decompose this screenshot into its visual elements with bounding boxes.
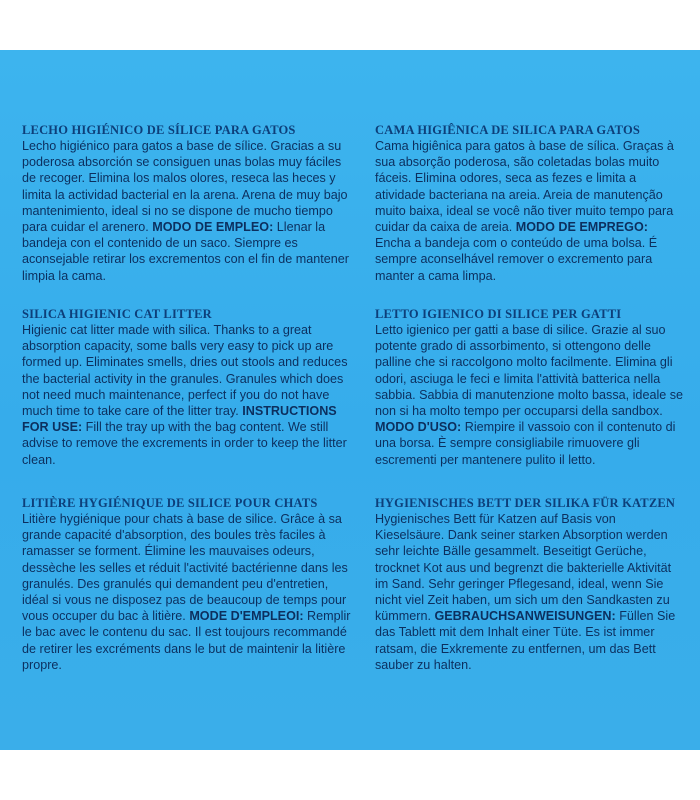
instructions-text-portuguese: Encha a bandeja com o conteúdo de uma bolsa. É sempre aconselhável remover o excremento para manter a cama limpa. <box>375 236 658 283</box>
section-text-german: Hygienisches Bett für Katzen auf Basis von Kieselsäure. Dank seiner starken Absorption werden sehr leichte Bälle gesammelt. Beseitigt Gerüche, trocknet Kot aus und begrenzt die bakterielle Aktivität im Sand. Sehr geringer Pflegesand, ideal, wenn Sie nicht viel Zeit haben, um sich um den Sandkasten zu kümmern. <box>375 512 672 624</box>
section-body-german <box>375 511 687 673</box>
instructions-label-portuguese: MODO DE EMPREGO: <box>515 220 648 235</box>
instructions-text-german: Füllen Sie das Tablett mit dem Inhalt einer Tüte. Es ist immer ratsam, die Exkremente zu entfernen, um das Bett sauber zu halten. <box>375 609 676 672</box>
section-spanish <box>22 122 352 284</box>
section-english <box>22 306 352 468</box>
section-french <box>22 495 352 673</box>
instructions-text-italian: Riempire il vassoio con il contenuto di una borsa. È sempre consigliabile rimuovere gli escrementi per mantenere pulito il letto. <box>375 420 676 467</box>
section-body-italian <box>375 322 687 468</box>
instructions-label-french: MODE D'EMPLEOI: <box>189 609 304 624</box>
section-italian <box>375 306 687 468</box>
instructions-text-spanish: Llenar la bandeja con el contenido de un saco. Siempre es aconsejable retirar los excrementos con el fin de mantener limpia la cama. <box>22 220 349 283</box>
instructions-label-german: GEBRAUCHSANWEISUNGEN: <box>434 609 616 624</box>
section-title-english: SILICA HIGIENIC CAT LITTER <box>22 307 212 321</box>
section-title-french: LITIÈRE HYGIÉNIQUE DE SILICE POUR CHATS <box>22 496 318 510</box>
section-body-portuguese <box>375 138 687 284</box>
section-text-french: Litière hygiénique pour chats à base de silice. Grâce à sa grande capacité d'absorption, des boules très faciles à ramasser se forment. Élimine les mauvaises odeurs, dessèche les selles et réduit l'activité bactérienne dans les granulés. Des granulés qui demandent peu d'entretien, idéal si vous ne disposez pas de beaucoup de temps pour vous occuper du bac à litière. <box>22 512 348 624</box>
section-title-portuguese: CAMA HIGIÊNICA DE SILICA PARA GATOS <box>375 123 641 137</box>
section-title-italian: LETTO IGIENICO DI SILICE PER GATTI <box>375 307 622 321</box>
section-text-english: Higienic cat litter made with silica. Thanks to a great absorption capacity, some balls very easy to pick up are formed up. Eliminates smells, dries out stools and reduces the bacterial activity in the granules. Granules which does not need much maintenance, perfect if you do not have much time to take care of the litter tray. <box>22 323 348 419</box>
instructions-label-spanish: MODO DE EMPLEO: <box>152 220 274 235</box>
section-text-italian: Letto igienico per gatti a base di silice. Grazie al suo potente grado di assorbimento, si ottengono delle palline che si raccolgono molto facilmente. Elimina gli odori, asciuga le feci e limita l'attività batterica nella sabbia. Sabbia di manutenzione molto bassa, ideale se non si ha molto tempo per occuparsi della sandbox. <box>375 323 684 419</box>
instructions-label-italian: MODO D'USO: <box>375 420 462 435</box>
section-title-german: HYGIENISCHES BETT DER SILIKA FÜR KATZEN <box>375 496 676 510</box>
instructions-label-english: INSTRUCTIONS FOR USE: <box>22 404 337 435</box>
instructions-panel <box>0 50 700 750</box>
instructions-text-french: Remplir le bac avec le contenu du sac. Il est toujours recommandé de retirer les excréments dans le but de maintenir la litière propre. <box>22 609 351 672</box>
section-portuguese <box>375 122 687 284</box>
section-body-english <box>22 322 352 468</box>
section-body-spanish <box>22 138 352 284</box>
section-text-portuguese: Cama higiênica para gatos à base de sílica. Graças à sua absorção poderosa, são coletadas bolas muito fáceis. Elimina odores, seca as fezes e limita a atividade bacteriana na areia. Areia de manutenção muito baixa, ideal se você não tiver muito tempo para cuidar da caixa de areia. <box>375 139 674 235</box>
section-german <box>375 495 687 673</box>
instructions-text-english: Fill the tray up with the bag content. We still advise to remove the excrements in order to keep the litter clean. <box>22 420 347 467</box>
section-text-spanish: Lecho higiénico para gatos a base de sílice. Gracias a su poderosa absorción se consiguen unas bolas muy fáciles de recoger. Elimina los malos olores, reseca las heces y limita la actividad bacterial en la arena. Arena de muy bajo mantenimiento, ideal si no se dispone de mucho tiempo para cuidar el arenero. <box>22 139 348 235</box>
section-body-french <box>22 511 352 673</box>
section-title-spanish: LECHO HIGIÉNICO DE SÍLICE PARA GATOS <box>22 123 296 137</box>
